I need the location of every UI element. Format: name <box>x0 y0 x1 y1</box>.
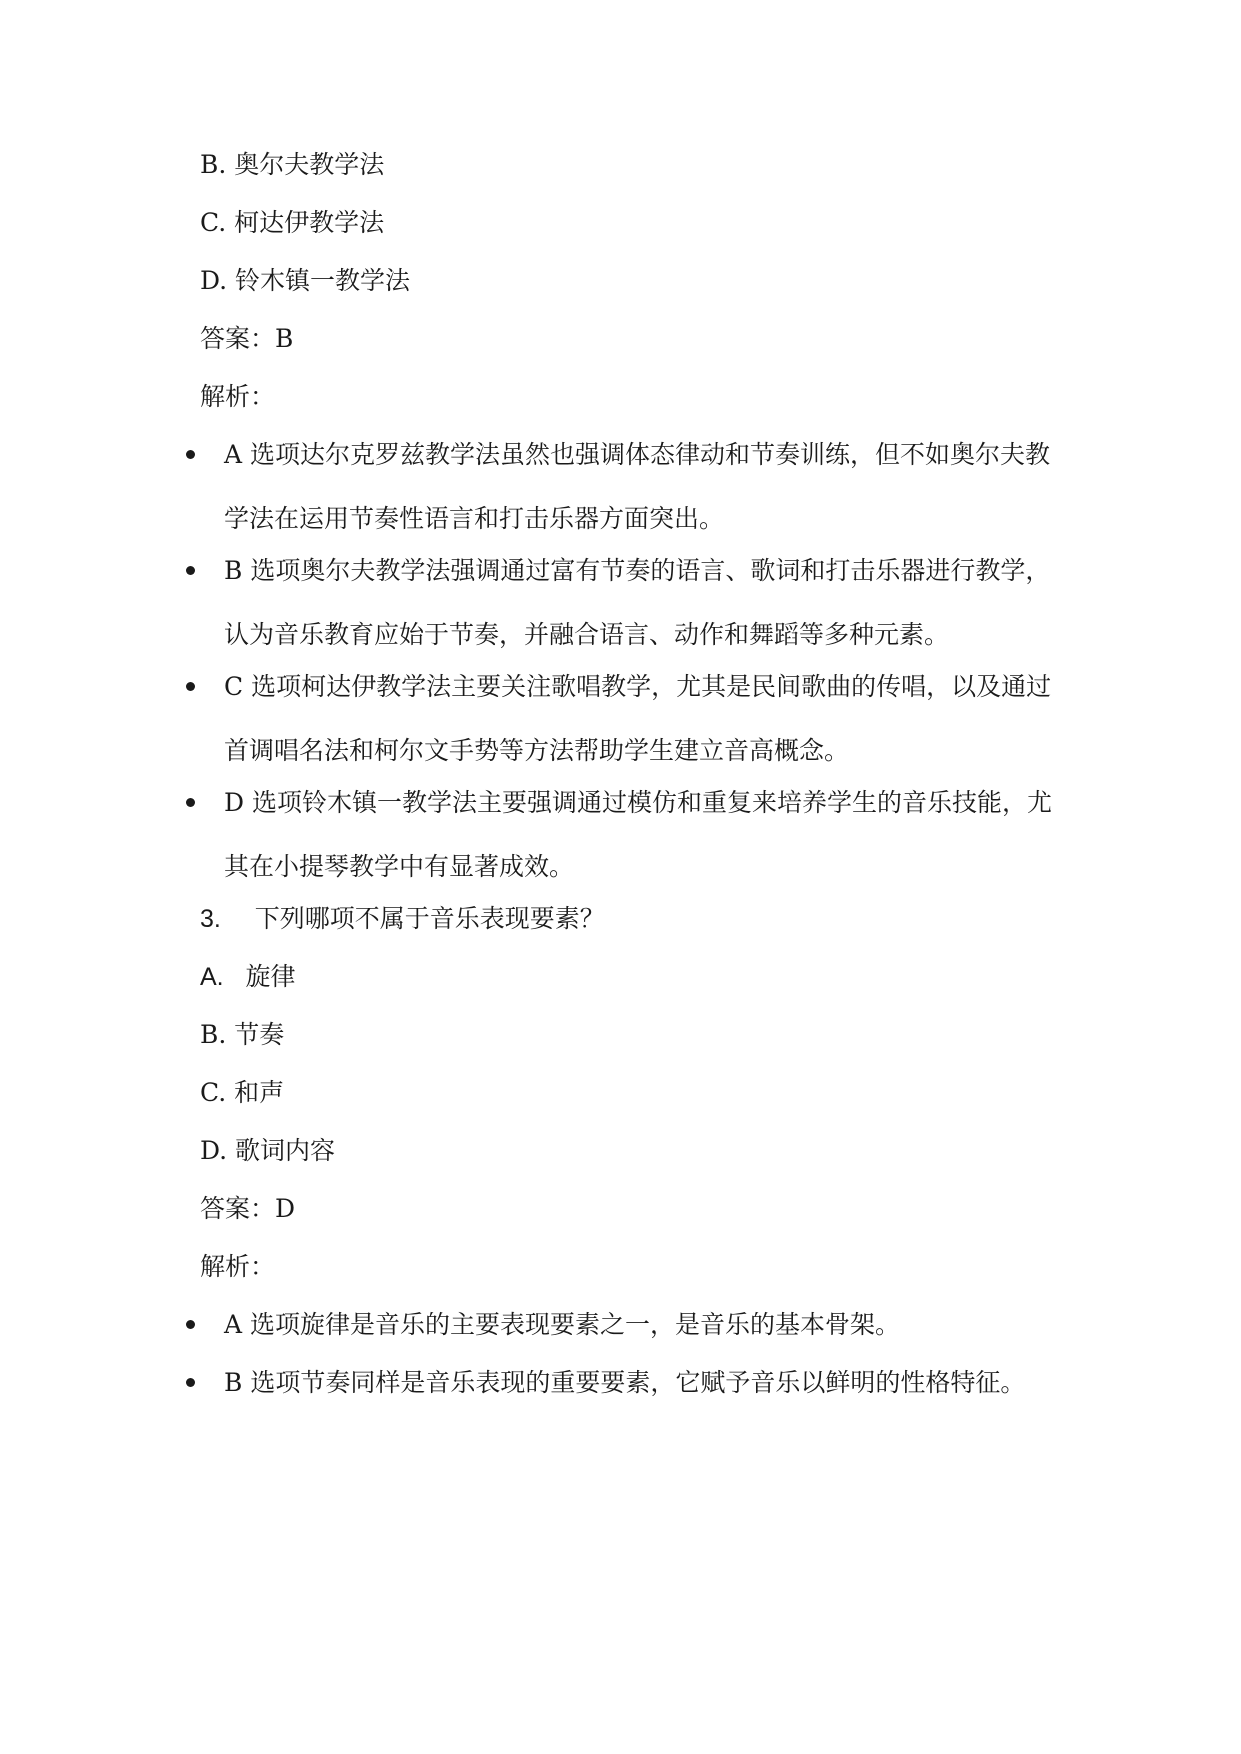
bullet-icon <box>186 798 195 807</box>
q3-option-a-text: 旋律 <box>245 962 296 991</box>
q3-question-text: 下列哪项不属于音乐表现要素？ <box>254 904 605 933</box>
bullet-icon <box>186 1378 195 1387</box>
q2-option-b: B. 奥尔夫教学法 <box>200 150 385 179</box>
q2-analysis-label: 解析： <box>200 382 276 411</box>
q3-analysis-text-a: A 选项旋律是音乐的主要表现要素之一，是音乐的基本骨架。 <box>224 1310 901 1339</box>
q3-option-a <box>200 960 296 994</box>
q2-analysis-text-a: A 选项达尔克罗兹教学法虽然也强调体态律动和节奏训练，但不如奥尔夫教学法在运用节奏性语言和打击乐器方面突出。 <box>224 440 1051 533</box>
bullet-icon <box>186 1320 195 1329</box>
q3-option-a-label: A. <box>200 963 224 991</box>
q3-analysis-text-b: B 选项节奏同样是音乐表现的重要要素，它赋予音乐以鲜明的性格特征。 <box>224 1368 1026 1397</box>
q3-number: 3. <box>200 905 221 933</box>
bullet-icon <box>186 450 195 459</box>
q2-option-c: C. 柯达伊教学法 <box>200 208 385 237</box>
q3-option-d: D. 歌词内容 <box>200 1136 336 1165</box>
q2-analysis-text-d: D 选项铃木镇一教学法主要强调通过模仿和重复来培养学生的音乐技能，尤其在小提琴教学中有显著成效。 <box>224 788 1052 881</box>
q3-analysis-label: 解析： <box>200 1252 276 1281</box>
q2-analysis-text-b: B 选项奥尔夫教学法强调通过富有节奏的语言、歌词和打击乐器进行教学，认为音乐教育应始于节奏，并融合语言、动作和舞蹈等多种元素。 <box>224 556 1051 649</box>
q2-option-d: D. 铃木镇一教学法 <box>200 266 411 295</box>
q3-question <box>200 902 605 936</box>
q2-analysis-text-c: C 选项柯达伊教学法主要关注歌唱教学，尤其是民间歌曲的传唱，以及通过首调唱名法和柯尔文手势等方法帮助学生建立音高概念。 <box>224 672 1052 765</box>
q3-option-b: B. 节奏 <box>200 1020 285 1049</box>
bullet-icon <box>186 566 195 575</box>
q3-answer: 答案：D <box>200 1194 296 1223</box>
bullet-icon <box>186 682 195 691</box>
q2-answer: 答案：B <box>200 324 294 353</box>
q3-option-c: C. 和声 <box>200 1078 285 1107</box>
